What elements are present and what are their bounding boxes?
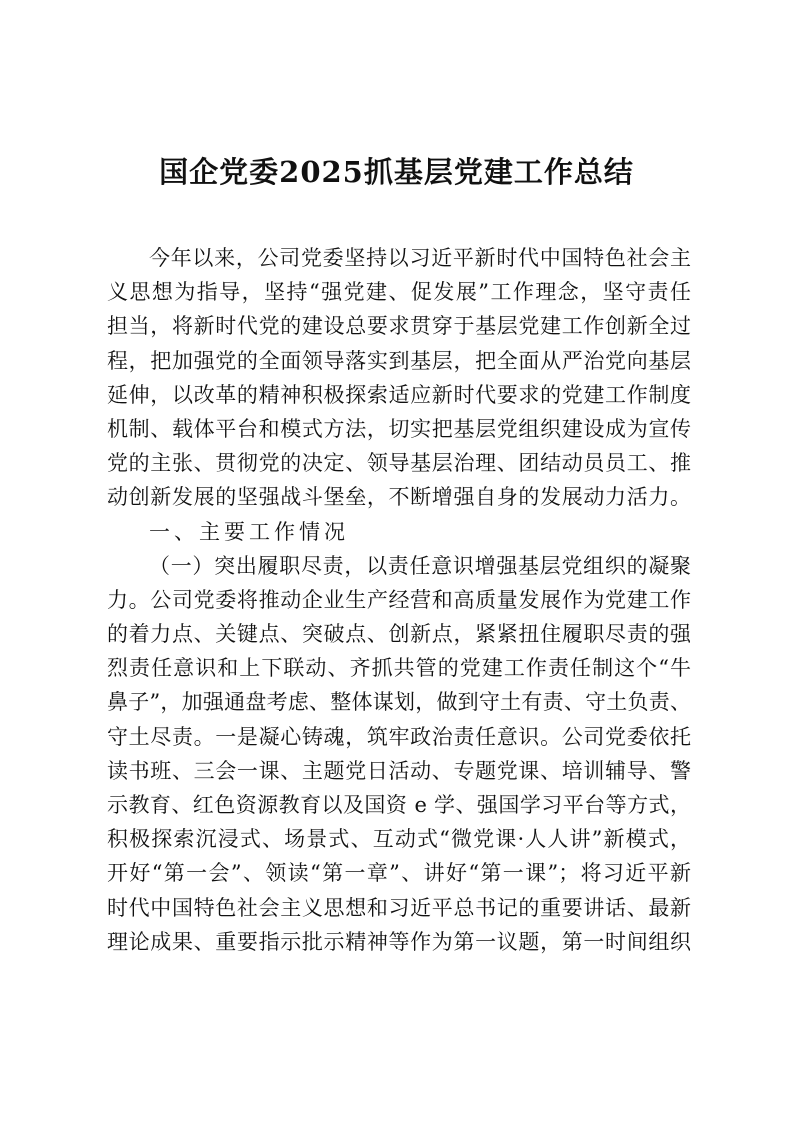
text-line: 的着力点、关键点、突破点、创新点，紧紧扭住履职尽责的强 [107,622,691,647]
text-line: 示教育、红色资源教育以及国资 e 学、强国学习平台等方式， [107,793,691,817]
section-heading: 一、主要工作情况 [149,519,349,544]
text-line: 时代中国特色社会主义思想和习近平总书记的重要讲话、最新 [107,895,691,920]
text-line: 鼻子”，加强通盘考虑、整体谋划，做到守土有责、守土负责、 [107,690,691,715]
text-line: 担当，将新时代党的建设总要求贯穿于基层党建工作创新全过 [107,314,691,339]
text-line: 理论成果、重要指示批示精神等作为第一议题，第一时间组织 [107,929,691,954]
text-line: 动创新发展的坚强战斗堡垒，不断增强自身的发展动力活力。 [107,485,691,510]
text-line: 积极探索沉浸式、场景式、互动式“微党课·人人讲”新模式， [107,827,691,852]
document-title: 国企党委2025抓基层党建工作总结 [159,155,634,189]
text-line: 今年以来，公司党委坚持以习近平新时代中国特色社会主 [149,246,691,270]
text-line: 烈责任意识和上下联动、齐抓共管的党建工作责任制这个“牛 [107,656,691,681]
text-line: 守土尽责。一是凝心铸魂，筑牢政治责任意识。公司党委依托 [107,724,691,749]
text-line: 力。公司党委将推动企业生产经营和高质量发展作为党建工作 [107,587,691,612]
text-line: 开好“第一会”、领读“第一章”、讲好“第一课”；将习近平新 [107,861,691,886]
text-line: 读书班、三会一课、主题党日活动、专题党课、培训辅导、警 [107,758,691,783]
text-line: 延伸，以改革的精神积极探索适应新时代要求的党建工作制度 [107,382,691,407]
text-line: 义思想为指导，坚持“强党建、促发展”工作理念，坚守责任 [107,280,691,305]
text-line: 党的主张、贯彻党的决定、领导基层治理、团结动员员工、推 [107,451,691,476]
document-body [107,241,691,959]
text-line: 机制、载体平台和模式方法，切实把基层党组织建设成为宣传 [107,416,691,441]
text-line: （一）突出履职尽责，以责任意识增强基层党组织的凝聚 [149,553,691,578]
text-line: 程，把加强党的全面领导落实到基层，把全面从严治党向基层 [107,348,691,373]
